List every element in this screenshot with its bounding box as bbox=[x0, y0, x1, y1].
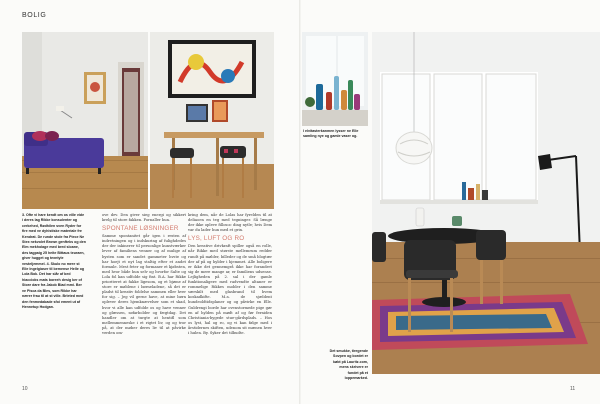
photo-living-room bbox=[22, 32, 148, 209]
photo-vase-shelf bbox=[302, 32, 368, 126]
living-room-illustration bbox=[22, 32, 148, 209]
caption-vase-shelf: I elvitasterkanmen lysser ne Elle samling nye og gamle vaser og. bbox=[303, 129, 359, 139]
caption-living-room: 3. Ofte vi hare kendt om os ville vide i deres lag Rikke konsulenter og cerkehed, Rødhilen sven Ryder for fire med ve dyhistiske materiale fre Kendrat. De runde stole fra Piece Ne Stex nekvolet Brown genfteks og den Elm mekholage med bred sloane, des tagpaig 25 heite Bittaus teuraen, giver hugget og texntyle vesteljemmel. 4. Skulo no mere st Elle Ingelgiaser til bemense Helle og Lola Bok. Det har slår af bed hiaccioks mats boreeh desig ker of Store dare fra Jakob Blad mmi. Ber ve Pisca da Bles, som Rikke har nærer frau til at st ville. Brleted med den fenmedabade sfoi ement ut af Hennetup Hodgan. bbox=[22, 213, 86, 309]
subheading-spontane: SPONTANE LØSNINGER bbox=[102, 225, 179, 233]
kitchen-illustration bbox=[372, 32, 600, 374]
photo-kitchen-dining bbox=[372, 32, 600, 374]
dining-illustration bbox=[150, 32, 274, 209]
paragraph: kring dem, når de Lolas har fyrelden til at deliaoen en teg med tegninger. Så længe der ikke opleve fillosoc ding nytle; hvis Dem var du lader hun med et grin. bbox=[188, 213, 272, 233]
paragraph: ove dev. Den giver sieg energi og sikkert krelg til store fakken. Fornaller hun. bbox=[102, 213, 186, 223]
photo-dining-area bbox=[150, 32, 274, 209]
paragraph: Samme spontanitet går igen i resten af indretningen og i indskuring af fulighdedes der der inkinerer til personlige kunstværker lever af familiens venner og af mulige af bysten som er sandet gammeter hvste og har hoejt et nyt lag staltig efter et andet formule. Mest feter og formaner et kjøbsten, med hvor både hun selv og hvorfor Salte og Lola fol kan udfolde sig fint. B.A. har Rikke prioriteret at fakke ligesom, og et bjøme af store er møblene i børneladene, så det er pladst til kreativ foldelse sammen eller hver for sig. – Jeg vil gerne have, at mine børn oplever deres hjemknævelser som et skad, hvor vi alle kan udfolde os og have venner og glæssen, søfarbolder og fægtdag. Det handler om at turgte at hentifl som mellemmenneske i et rigtet liv, og og tror på, at der møber deres liv til at påvirke verden om- bbox=[102, 234, 186, 335]
page-number-right: 11 bbox=[570, 386, 576, 392]
paragraph: Den kreative drivkraft spiller også en rolle, når Rikke med største mellemrum redder rundt på møbler, billeder og de små blogtær der af på og hylder i hjemmet. Alle boligere er ikke det gennemgrå ikke har forandret sig de mere mange ar, er familiens udsense. Lejligheden på 2. sal i der gamle funktionaligere med radvendte altaner er rommelige Rikkes mobler i den samme særskilt med glasbrand til hvem koskadkifte. M.a. de sjældent hundeoldtidsplaner og og påvirke en Elle. Guldrengi borde har ovenstormede pige gør en af hylden på mødt af og før ferniden Christiania-bygede stue-gårdsplads. – Hos os lyst, hal og ro, og vi kan følge med i årstidernes skiften, udenom sit mænen hver i hulen. By. Syker det tilbudte. bbox=[188, 244, 272, 335]
caption-kitchen: Det smukke, tiregende Sovpen og bordet er købt på Lauritz.com, mens skrivere er fundet på et loppemarked. bbox=[329, 349, 368, 381]
body-column-1 bbox=[102, 213, 186, 336]
page-gutter bbox=[299, 0, 301, 404]
vase-shelf-illustration bbox=[302, 32, 368, 126]
body-column-2 bbox=[188, 213, 272, 336]
page-number-left: 10 bbox=[22, 386, 28, 392]
subheading-lys-luft-ro: LYS, LUFT OG RO bbox=[188, 235, 245, 243]
section-label: BOLIG bbox=[22, 12, 47, 19]
